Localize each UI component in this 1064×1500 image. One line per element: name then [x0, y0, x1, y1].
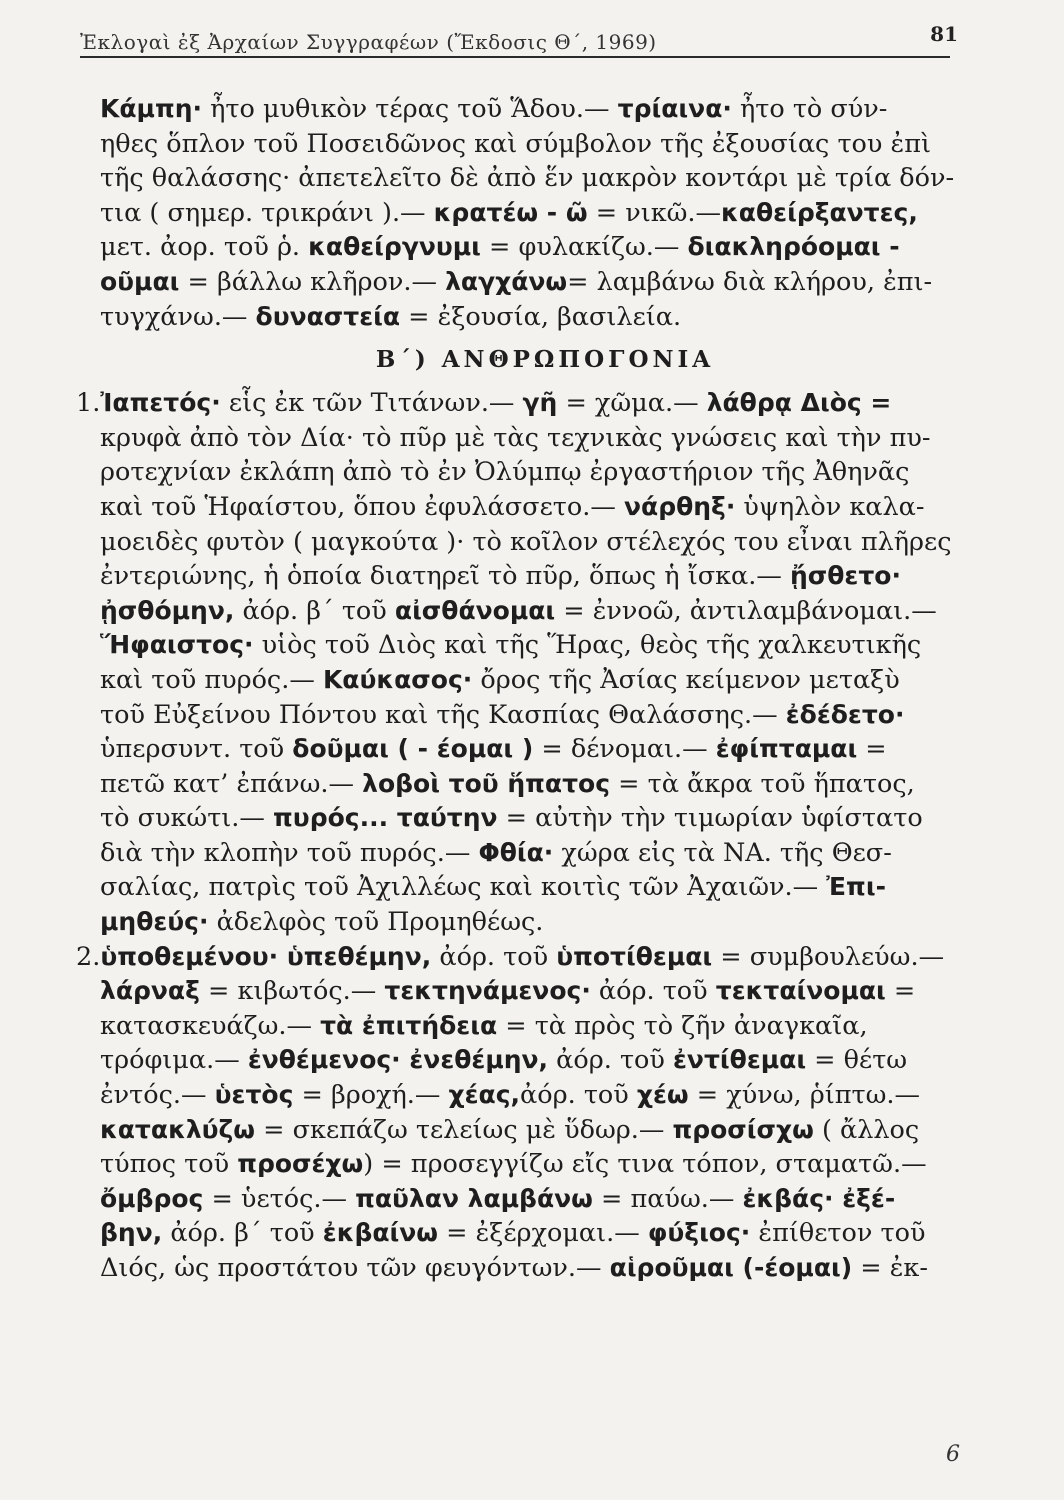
headword: Κάμπη· — [100, 94, 203, 123]
gloss: τυγχάνω.— — [100, 301, 256, 332]
gloss: τια ( σημερ. τρικράνι ).— — [100, 197, 434, 228]
headword: ὑποθεμένου· ὑπεθέμην, — [100, 941, 432, 971]
text-line: λάρναξ = κιβωτός.— τεκτηνάμενος· ἀόρ. τοῦ τεκταίνομαι = — [100, 976, 916, 1007]
gloss: ἀδελφὸς τοῦ Προμηθέως. — [208, 907, 544, 938]
headword: ἐκβαίνω — [322, 1218, 439, 1248]
text-line — [100, 421, 960, 456]
text-line — [100, 455, 960, 490]
text-line — [100, 1216, 960, 1251]
gloss: ἐντός.— — [100, 1080, 215, 1111]
gloss: ἀόρ. τοῦ — [431, 941, 557, 972]
text-line — [100, 490, 960, 525]
gloss: = βάλλω κλῆρον.— — [179, 266, 446, 297]
text-line — [100, 905, 960, 940]
gloss: = τὰ πρὸς τὸ ζῆν ἀναγκαῖα, — [497, 1010, 868, 1041]
gloss: καὶ τοῦ Ἡφαίστου, ὅπου ἐφυλάσσετο.— — [100, 491, 624, 522]
headword: ὑποτίθεμαι — [556, 941, 713, 971]
headword: κατακλύζω — [100, 1114, 256, 1144]
gloss: τρόφιμα.— — [100, 1045, 248, 1076]
headword: γῆ — [522, 388, 558, 418]
text-line — [100, 870, 960, 905]
headword: ᾐσθόμην, — [100, 595, 235, 625]
gloss: τῆς θαλάσσης· ἀπετελεῖτο δὲ ἀπὸ ἕν μακρὸν κοντάρι μὲ τρία δόν- — [100, 163, 955, 194]
gloss: = βροχή.— — [293, 1080, 449, 1111]
text-line — [100, 1113, 960, 1148]
headword: λάρναξ — [100, 976, 200, 1006]
text-line — [100, 767, 960, 802]
gloss: = συμβουλεύω.— — [712, 941, 945, 972]
gloss: ) = προσεγγίζω εἴς τινα τόπον, σταματῶ.— — [363, 1149, 927, 1180]
text-line — [100, 1251, 960, 1286]
headword: αἱροῦμαι (-έομαι) — [609, 1253, 853, 1282]
page-header — [80, 20, 958, 58]
gloss: διὰ τὴν κλοπὴν τοῦ πυρός.— — [100, 837, 479, 868]
text-line — [100, 1009, 960, 1044]
gloss: ἀόρ. τοῦ — [590, 976, 716, 1007]
text-line: ὑπερσυντ. τοῦ δοῦμαι ( - έομαι ) = δένομαι.— ἐφίπταμαι = — [100, 734, 887, 765]
gloss: = λαμβάνω διὰ κλήρου, ἐπι- — [567, 266, 933, 297]
headword: λαγχάνω — [445, 266, 568, 296]
headword: παῦλαν λαμβάνω — [355, 1183, 593, 1213]
gloss: καὶ τοῦ πυρός.— — [100, 664, 323, 695]
gloss: μοειδὲς φυτὸν ( μαγκούτα )· τὸ κοῖλον στέλεχός του εἶναι πλῆρες — [100, 526, 952, 557]
text-line — [100, 628, 960, 663]
section-heading: Β΄) ΑΝΘΡΩΠΟΓΟΝΙΑ — [375, 346, 715, 374]
headword: οῦμαι — [100, 266, 180, 296]
headword: Ἥφαιστος· — [100, 630, 254, 660]
gloss: μετ. ἀορ. τοῦ ῥ. — [100, 232, 309, 263]
gloss: = νικῶ.— — [587, 197, 722, 228]
gloss: = θέτω — [806, 1045, 908, 1076]
headword: ἐνθέμενος· ἐνεθέμην, — [247, 1045, 549, 1075]
text-line — [76, 386, 960, 421]
gloss: ἐπίθετον τοῦ — [750, 1218, 926, 1249]
headword: ὑετὸς — [214, 1080, 294, 1110]
text-line — [100, 92, 960, 127]
gloss: ηθες ὅπλον τοῦ Ποσειδῶνος καὶ σύμβολον τῆς ἐξουσίας του ἐπὶ — [100, 128, 931, 159]
gloss: ( ἄλλος — [813, 1114, 920, 1145]
gloss: = σκεπάζω τελείως μὲ ὕδωρ.— — [255, 1114, 673, 1145]
item-number: 2. — [76, 941, 101, 972]
headword: ἐδέδετο· — [785, 699, 905, 729]
headword: τὰ ἐπιτήδεια — [320, 1010, 498, 1040]
gloss: = κιβωτός.— — [199, 976, 385, 1007]
headword: χέας, — [448, 1080, 521, 1110]
gloss: πετῶ κατ’ ἐπάνω.— — [100, 768, 363, 799]
headword: Καύκασος· — [322, 664, 473, 694]
headword: αἰσθάνομαι — [394, 595, 556, 625]
headword: τρίαινα· — [617, 94, 732, 123]
gloss: ὄρος τῆς Ἀσίας κείμενον μεταξὺ — [472, 664, 900, 695]
running-head: Ἐκλογαὶ ἐξ Ἀρχαίων Συγγραφέων (Ἔκδοσις Θ΄, 1969) — [80, 30, 657, 54]
item-number: 1. — [76, 388, 101, 419]
gloss: ροτεχνίαν ἐκλάπη ἀπὸ τὸ ἐν Ὀλύμπῳ ἐργαστήριον τῆς Ἀθηνᾶς — [100, 457, 910, 488]
gloss: = τὰ ἄκρα τοῦ ἥπατος, — [610, 768, 915, 799]
gloss: = δένομαι.— — [533, 734, 716, 765]
gloss: εἷς ἐκ τῶν Τιτάνων.— — [220, 388, 523, 419]
headword: ἐκβάς· ἐξέ- — [742, 1183, 896, 1213]
headword: λάθρᾳ Διὸς = — [706, 388, 892, 418]
headword: προσίσχω — [672, 1114, 814, 1144]
text-line — [100, 265, 960, 300]
gloss: τὸ συκώτι.— — [100, 803, 274, 834]
text-line — [100, 196, 960, 231]
gloss: υἱὸς τοῦ Διὸς καὶ τῆς Ἥρας, θεὸς τῆς χαλκευτικῆς — [253, 630, 922, 661]
page-number: 81 — [930, 22, 958, 46]
headword: Φθία· — [478, 837, 554, 867]
headword: τεκταίνομαι — [715, 976, 886, 1006]
headword: κρατέω - ῶ — [433, 197, 588, 227]
headword: διακληρόομαι - — [687, 232, 900, 262]
text-line — [100, 698, 960, 733]
headword: νάρθηξ· — [623, 491, 736, 521]
headword: λοβοὶ τοῦ ἥπατος — [362, 768, 611, 798]
gloss: σαλίας, πατρὶς τοῦ Ἀχιλλέως καὶ κοιτὶς τῶν Ἀχαιῶν.— — [100, 872, 827, 903]
headword: δοῦμαι ( - έομαι ) — [292, 734, 534, 764]
gloss: = ἐξέρχομαι.— — [438, 1218, 648, 1249]
text-line — [100, 1182, 960, 1217]
text-line — [100, 525, 960, 560]
gloss: ὑπερσυντ. τοῦ — [100, 734, 293, 765]
gloss: χώρα εἰς τὰ ΝΑ. τῆς Θεσ- — [553, 837, 892, 868]
text-line — [100, 230, 960, 265]
gloss: ἀόρ. β΄ τοῦ — [162, 1218, 323, 1249]
signature-mark: 6 — [946, 1442, 960, 1467]
headword: Ἐπι- — [826, 872, 886, 902]
headword: προσέχω — [237, 1149, 364, 1179]
headword: ᾔσθετο· — [789, 561, 901, 591]
text-line — [100, 300, 960, 335]
gloss: τοῦ Εὐξείνου Πόντου καὶ τῆς Κασπίας Θαλάσσης.— — [100, 699, 786, 730]
headword: χέω — [636, 1080, 689, 1110]
gloss: = ἐξουσία, βασιλεία. — [400, 301, 682, 332]
text-line — [100, 801, 960, 836]
headword: ἐντίθεμαι — [673, 1045, 807, 1075]
text-line — [100, 663, 960, 698]
gloss: = φυλακίζω.— — [480, 232, 688, 263]
gloss: ἦτο τὸ σύν- — [731, 94, 888, 124]
headword: δυναστεία — [255, 301, 401, 331]
headword: τεκτηνάμενος· — [384, 976, 591, 1006]
headword: ὄμβρος — [100, 1183, 204, 1213]
gloss: ἦτο μυθικὸν τέρας τοῦ Ἅδου.— — [202, 94, 618, 124]
gloss: = ὑετός.— — [203, 1183, 356, 1214]
headword: φύξιος· — [647, 1218, 751, 1248]
text-line — [100, 1078, 960, 1113]
gloss: ἀόρ. β΄ τοῦ — [234, 595, 395, 626]
gloss: = παύω.— — [592, 1183, 743, 1214]
text-line — [100, 836, 960, 871]
gloss: ὑψηλὸν καλα- — [735, 491, 925, 522]
headword: βην, — [100, 1218, 163, 1248]
headword: καθείργνυμι — [308, 232, 481, 262]
gloss: = ἐννοῶ, ἀντιλαμβάνομαι.— — [555, 595, 937, 626]
headword: ἐφίπταμαι — [715, 734, 858, 764]
text-line — [100, 1043, 960, 1078]
gloss: κατασκευάζω.— — [100, 1010, 321, 1041]
gloss: = αὐτὴν τὴν τιμωρίαν ὑφίστατο — [497, 803, 923, 834]
text-line — [100, 161, 960, 196]
gloss: κρυφὰ ἀπὸ τὸν Δία· τὸ πῦρ μὲ τὰς τεχνικὰς γνώσεις καὶ τὴν πυ- — [100, 422, 931, 453]
gloss: τύπος τοῦ — [100, 1149, 238, 1180]
headword: πυρός... ταύτην — [273, 803, 498, 833]
text-line — [100, 594, 960, 629]
gloss: = ἐκ- — [852, 1253, 928, 1283]
headword: καθείρξαντες, — [721, 197, 918, 227]
gloss: = χῶμα.— — [557, 388, 707, 419]
text-line — [100, 559, 960, 594]
text-line — [76, 940, 960, 975]
glossary-text — [76, 92, 960, 1286]
gloss: ἀόρ. τοῦ — [520, 1080, 637, 1111]
headword: μηθεύς· — [100, 907, 209, 937]
text-line — [100, 1147, 960, 1182]
text-line — [100, 127, 960, 162]
gloss: Διός, ὡς προστάτου τῶν φευγόντων.— — [100, 1253, 610, 1283]
headword: Ἰαπετός· — [100, 388, 221, 418]
gloss: = χύνω, ῥίπτω.— — [688, 1080, 920, 1111]
gloss: ἀόρ. τοῦ — [548, 1045, 674, 1076]
gloss: ἐντεριώνης, ἡ ὁποία διατηρεῖ τὸ πῦρ, ὅπως ἡ ἴσκα.— — [100, 561, 790, 592]
